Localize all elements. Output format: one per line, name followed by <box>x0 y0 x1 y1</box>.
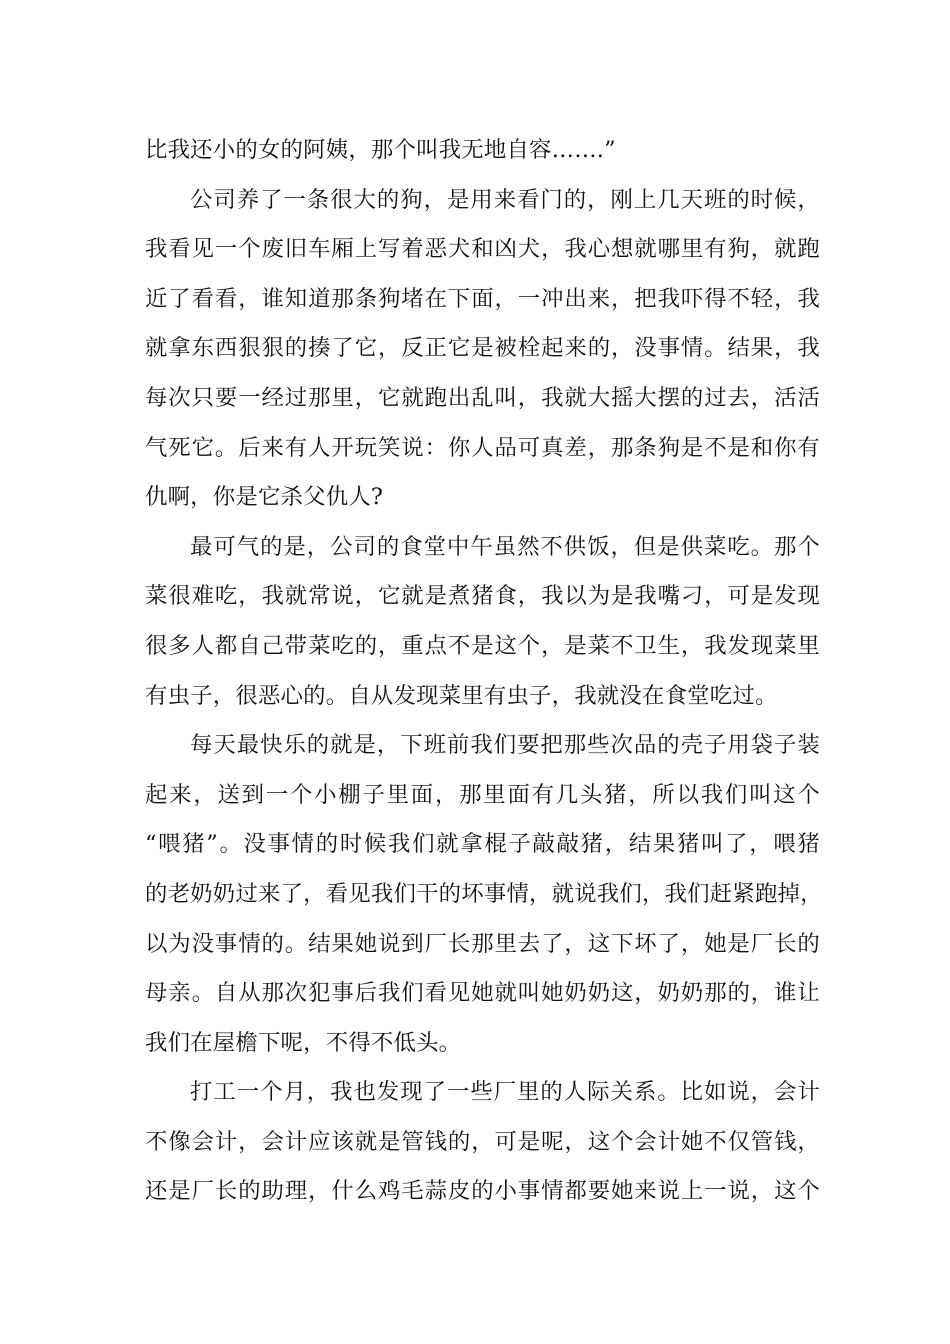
document-body <box>145 126 823 1217</box>
text-line: 近了看看，谁知道那条狗堵在下面，一冲出来，把我吓得不轻，我 <box>145 285 820 312</box>
text-line: 的老奶奶过来了，看见我们干的坏事情，就说我们，我们赶紧跑掉， <box>145 880 823 907</box>
paragraph-first-line: 打工一个月，我也发现了一些厂里的人际关系。比如说，会计 <box>190 1079 820 1106</box>
text-line: 比我还小的女的阿姨，那个叫我无地自容…….” <box>145 137 616 163</box>
text-line: 起来，送到一个小棚子里面，那里面有几头猪，所以我们叫这个 <box>145 781 820 808</box>
text-line: 以为没事情的。结果她说到厂长那里去了，这下坏了，她是厂长的 <box>145 930 820 957</box>
text-line: “喂猪”。没事情的时候我们就拿棍子敲敲猪，结果猪叫了，喂猪 <box>145 831 820 858</box>
text-line: 我看见一个废旧车厢上写着恶犬和凶犬，我心想就哪里有狗，就跑 <box>145 236 820 263</box>
text-line: 母亲。自从那次犯事后我们看见她就叫她奶奶这，奶奶那的，谁让 <box>145 980 820 1007</box>
text-line: 菜很难吃，我就常说，它就是煮猪食，我以为是我嘴刁，可是发现 <box>145 583 820 610</box>
text-line: 很多人都自己带菜吃的，重点不是这个，是菜不卫生，我发现菜里 <box>145 632 820 659</box>
text-line: 就拿东西狠狠的揍了它，反正它是被栓起来的，没事情。结果，我 <box>145 335 820 362</box>
paragraph-first-line: 最可气的是，公司的食堂中午虽然不供饭，但是供菜吃。那个 <box>190 533 820 560</box>
text-line: 仇啊，你是它杀父仇人? <box>145 484 384 511</box>
text-line: 还是厂长的助理，什么鸡毛蒜皮的小事情都要她来说上一说，这个 <box>145 1178 820 1205</box>
text-line: 我们在屋檐下呢，不得不低头。 <box>145 1029 462 1056</box>
text-line: 气死它。后来有人开玩笑说：你人品可真差，那条狗是不是和你有 <box>145 434 820 461</box>
paragraph-first-line: 公司养了一条很大的狗，是用来看门的，刚上几天班的时候， <box>190 186 820 213</box>
paragraph-first-line: 每天最快乐的就是，下班前我们要把那些次品的壳子用袋子装 <box>190 732 820 759</box>
text-line: 不像会计，会计应该就是管钱的，可是呢，这个会计她不仅管钱， <box>145 1128 820 1155</box>
text-line: 有虫子，很恶心的。自从发现菜里有虫子，我就没在食堂吃过。 <box>145 682 778 709</box>
text-line: 每次只要一经过那里，它就跑出乱叫，我就大摇大摆的过去，活活 <box>145 384 820 411</box>
